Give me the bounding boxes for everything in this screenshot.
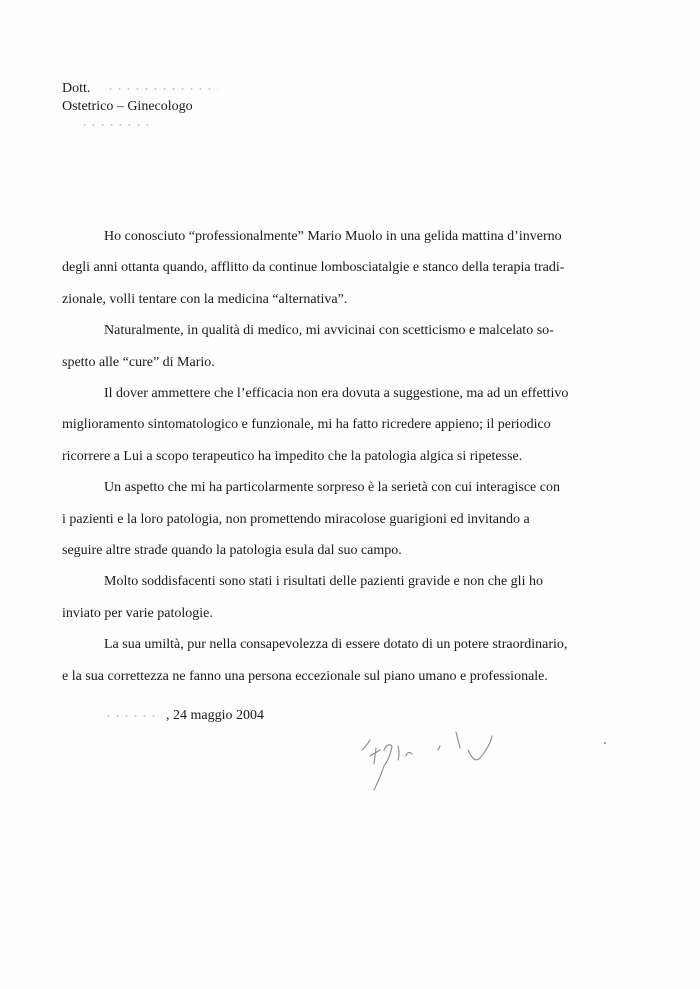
letter-date: , 24 maggio 2004 <box>166 708 264 723</box>
redacted-address <box>80 124 152 126</box>
paragraph-3 <box>62 378 580 472</box>
paragraph-line: Il dover ammettere che l’efficacia non era dovuta a suggestione, ma ad un effettivo <box>104 386 569 402</box>
paragraph-4 <box>62 472 580 566</box>
paragraph-2 <box>62 315 580 378</box>
paragraph-line: Naturalmente, in qualità di medico, mi avvicinai con scetticismo e malcelato so- <box>104 323 554 339</box>
redacted-name <box>106 88 218 90</box>
letterhead <box>62 80 218 134</box>
doctor-title: Dott. <box>62 81 91 96</box>
paragraph-6 <box>62 629 580 692</box>
paragraph-1 <box>62 221 580 315</box>
paragraph-line: miglioramento sintomatologico e funzionale, mi ha fatto ricredere appieno; il periodico <box>62 417 551 433</box>
paragraph-line: inviato per varie patologie. <box>62 605 213 621</box>
signature-icon <box>340 720 510 800</box>
paragraph-5 <box>62 566 580 629</box>
paragraph-line: i pazienti e la loro patologia, non promettendo miracolose guarigioni ed invitando a <box>62 511 530 527</box>
paragraph-line: degli anni ottanta quando, afflitto da continue lombosciatalgie e stanco della terapia tradi- <box>62 260 565 276</box>
letter-body <box>62 221 580 692</box>
doctor-profession: Ostetrico – Ginecologo <box>62 99 193 114</box>
paragraph-line: seguire altre strade quando la patologia esula dal suo campo. <box>62 543 402 559</box>
paragraph-line: zionale, volli tentare con la medicina “alternativa”. <box>62 291 348 307</box>
scan-speck <box>604 742 606 744</box>
paragraph-line: Molto soddisfacenti sono stati i risultati delle pazienti gravide e non che gli ho <box>104 574 543 590</box>
redacted-place <box>104 715 162 717</box>
paragraph-line: spetto alle “cure” di Mario. <box>62 354 215 370</box>
paragraph-line: La sua umiltà, pur nella consapevolezza di essere dotato di un potere straordinario, <box>104 637 568 653</box>
paragraph-line: Ho conosciuto “professionalmente” Mario Muolo in una gelida mattina d’inverno <box>104 229 562 244</box>
paragraph-line: Un aspetto che mi ha particolarmente sorpreso è la serietà con cui interagisce con <box>104 480 560 496</box>
paragraph-line: e la sua correttezza ne fanno una persona eccezionale sul piano umano e professionale. <box>62 668 548 684</box>
doctor-name-line <box>62 80 218 98</box>
redacted-address-line <box>62 116 218 134</box>
paragraph-line: ricorrere a Lui a scopo terapeutico ha impedito che la patologia algica si ripetesse. <box>62 448 523 464</box>
date-line <box>104 708 264 724</box>
